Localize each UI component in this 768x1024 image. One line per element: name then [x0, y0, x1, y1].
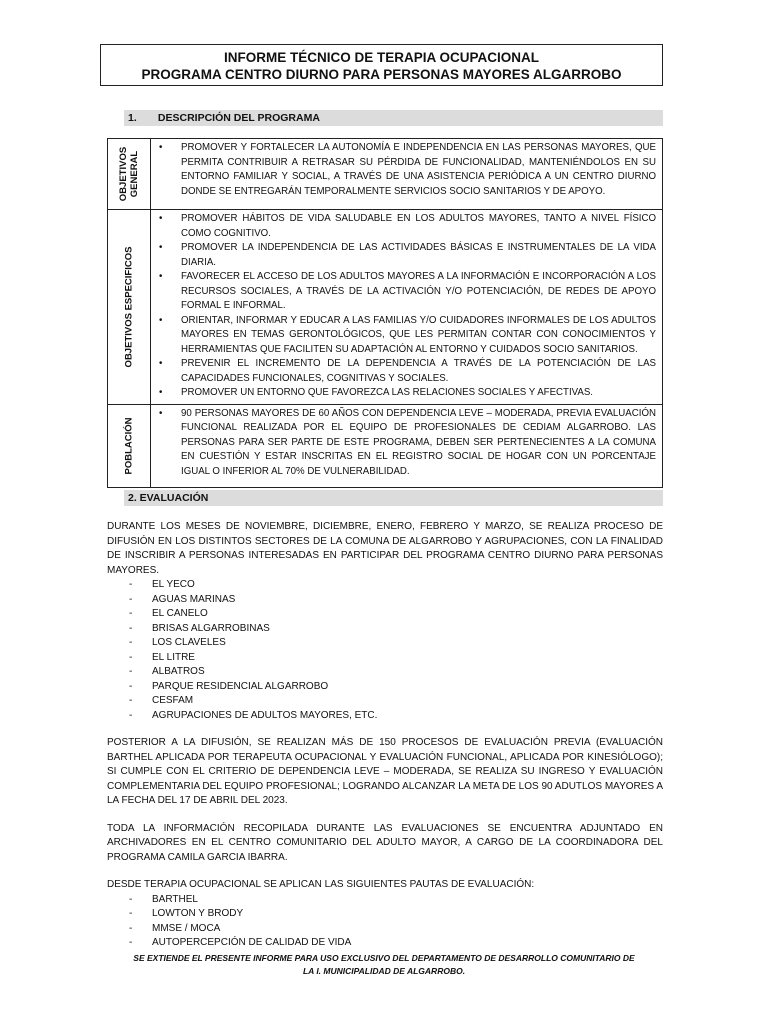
list-item: - CESFAM [107, 694, 663, 709]
paragraph-evaluacion-previa: POSTERIOR A LA DIFUSIÓN, SE REALIZAN MÁS DE 150 PROCESOS DE EVALUACIÓN PREVIA (EVALUACIÓN BARTHEL APLICADA POR TERAPEUTA OCUPACIONAL Y EVALUACIÓN FUNCIONAL, APLICADA POR KINESIÓLOGO); SI CUMPLE CON EL CRITERIO DE DEPENDENCIA LEVE – MODERADA, SE REALIZA SU INGRESO Y EVALUACIÓN COMPLEMENTARIA DEL EQUIPO PROFESIONAL; LOGRANDO ALCANZAR LA META DE LOS 90 ADUTLOS MAYORES A LA FECHA DEL 17 DE ABRIL DEL 2023. [107, 737, 663, 806]
row-content-cell [151, 139, 663, 210]
label-objetivos-especificos: OBJETIVOS ESPECIFICOS [123, 246, 135, 368]
list-item: - PARQUE RESIDENCIAL ALGARROBO [107, 680, 663, 695]
list-item: - AGRUPACIONES DE ADULTOS MAYORES, ETC. [107, 709, 663, 724]
section-1-header [124, 110, 663, 126]
paragraph-difusion: DURANTE LOS MESES DE NOVIEMBRE, DICIEMBRE, ENERO, FEBRERO Y MARZO, SE REALIZA PROCESO DE DIFUSIÓN EN LOS DISTINTOS SECTORES DE LA COMUNA DE ALGARROBO Y AGRUPACIONES, CON LA FINALIDAD DE INSCRIBIR A PERSONAS INTERESADAS EN PARTICIPAR DEL PROGRAMA CENTRO DIURNO PARA PERSONAS MAYORES. [107, 521, 663, 576]
row-label-cell [108, 139, 151, 210]
list-item: - AUTOPERCEPCIÓN DE CALIDAD DE VIDA [107, 936, 663, 951]
report-title-box [100, 44, 663, 86]
list-item: - LOWTON Y BRODY [107, 907, 663, 922]
list-item: • PROMOVER LA INDEPENDENCIA DE LAS ACTIVIDADES BÁSICAS E INSTRUMENTALES DE LA VIDA DIARIA. [157, 241, 656, 270]
row-content-cell [151, 404, 663, 487]
list-item: - EL CANELO [107, 607, 663, 622]
list-item: • PROMOVER UN ENTORNO QUE FAVOREZCA LAS RELACIONES SOCIALES Y AFECTIVAS. [157, 386, 656, 401]
section-2-title: 2. EVALUACIÓN [128, 492, 209, 504]
paragraph-pautas: DESDE TERAPIA OCUPACIONAL SE APLICAN LAS SIGUIENTES PAUTAS DE EVALUACIÓN: [107, 879, 535, 890]
list-item: • 90 PERSONAS MAYORES DE 60 AÑOS CON DEPENDENCIA LEVE – MODERADA, PREVIA EVALUACIÓN FUNCIONAL REALIZADA POR EL EQUIPO DE PROFESIONALES DE CEDIAM ALGARROBO. LAS PERSONAS PARA SER PARTE DE ESTE PROGRAMA, DEBEN SER PERTENECIENTES A LA COMUNA EN CUESTIÓN Y ESTAR INSCRITAS EN EL REGISTRO SOCIAL DE HOGAR CON UN PORCENTAJE IGUAL O INFERIOR AL 70% DE VULNERABILIDAD. [157, 407, 656, 480]
list-item: • FAVORECER EL ACCESO DE LOS ADULTOS MAYORES A LA INFORMACIÓN E INCORPORACIÓN A LOS RECURSOS SOCIALES, A TRAVÉS DE LA ACTIVACIÓN Y/O POTENCIACIÓN, DE REDES DE APOYO FORMAL E INFORMAL. [157, 270, 656, 314]
list-item: - EL LITRE [107, 651, 663, 666]
list-item: - BRISAS ALGARROBINAS [107, 622, 663, 637]
list-item: - LOS CLAVELES [107, 636, 663, 651]
row-label-cell [108, 404, 151, 487]
list-item: • PROMOVER Y FORTALECER LA AUTONOMÍA E INDEPENDENCIA EN LAS PERSONAS MAYORES, QUE PERMITA CONTRIBUIR A RETRASAR SU PÉRDIDA DE FUNCIONALIDAD, MANTENIÉNDOLOS EN SU ENTORNO FAMILIAR Y SOCIAL, A TRAVÉS DE UNA ASISTENCIA PERIÓDICA A UN CENTRO DIURNO DONDE SE ENTREGARÁN TEMPORALMENTE SERVICIOS SOCIO SANITARIOS Y DE APOYO. [157, 141, 656, 199]
list-item: - AGUAS MARINAS [107, 593, 663, 608]
paragraph-archivadores: TODA LA INFORMACIÓN RECOPILADA DURANTE LAS EVALUACIONES SE ENCUENTRA ADJUNTADO EN ARCHIVADORES EN EL CENTRO COMUNITARIO DEL ADULTO MAYOR, A CARGO DE LA COORDINADORA DEL PROGRAMA CAMILA GARCIA IBARRA. [107, 822, 663, 863]
report-title-line2: PROGRAMA CENTRO DIURNO PARA PERSONAS MAYORES ALGARROBO [141, 67, 622, 82]
row-content-cell [151, 210, 663, 405]
evaluation-body [107, 520, 663, 951]
footer-line1: SE EXTIENDE EL PRESENTE INFORME PARA USO EXCLUSIVO DEL DEPARTAMENTO DE DESARROLLO COMUNITARIO DE [133, 953, 635, 963]
section-1-title: DESCRIPCIÓN DEL PROGRAMA [157, 112, 320, 124]
footer-note [120, 952, 648, 978]
label-poblacion: POBLACIÓN [123, 417, 135, 474]
list-item: • PROMOVER HÁBITOS DE VIDA SALUDABLE EN LOS ADULTOS MAYORES, TANTO A NIVEL FÍSICO COMO COGNITIVO. [157, 212, 656, 241]
program-description-table [107, 138, 663, 488]
evaluation-tools-list [107, 893, 663, 951]
list-item: • ORIENTAR, INFORMAR Y EDUCAR A LAS FAMILIAS Y/O CUIDADORES INFORMALES DE LOS ADULTOS MAYORES EN TEMAS GERONTOLÓGICOS, QUE LES PERMITAN CONTAR CON CONOCIMIENTOS Y HERRAMIENTAS QUE FACILITEN SU ADAPTACIÓN AL ENTORNO Y CUIDADOS SOCIO SANITARIOS. [157, 314, 656, 358]
table-row-poblacion [108, 404, 663, 487]
table-row-general [108, 139, 663, 210]
report-title-line1: INFORME TÉCNICO DE TERAPIA OCUPACIONAL [223, 50, 539, 65]
list-item: - ALBATROS [107, 665, 663, 680]
row-label-cell [108, 210, 151, 405]
table-row-especificos [108, 210, 663, 405]
section-2-header [124, 490, 663, 506]
list-item: • PREVENIR EL INCREMENTO DE LA DEPENDENCIA A TRAVÉS DE LA POTENCIACIÓN DE LAS CAPACIDADES FUNCIONALES, COGNITIVAS Y SOCIALES. [157, 357, 656, 386]
footer-line2: LA I. MUNICIPALIDAD DE ALGARROBO. [302, 966, 466, 976]
section-1-number: 1. [128, 112, 137, 124]
list-item: - EL YECO [107, 578, 663, 593]
sectors-list [107, 578, 663, 723]
label-objetivos-general: OBJETIVOS GENERAL [118, 146, 140, 202]
list-item: - MMSE / MOCA [107, 922, 663, 937]
list-item: - BARTHEL [107, 893, 663, 908]
